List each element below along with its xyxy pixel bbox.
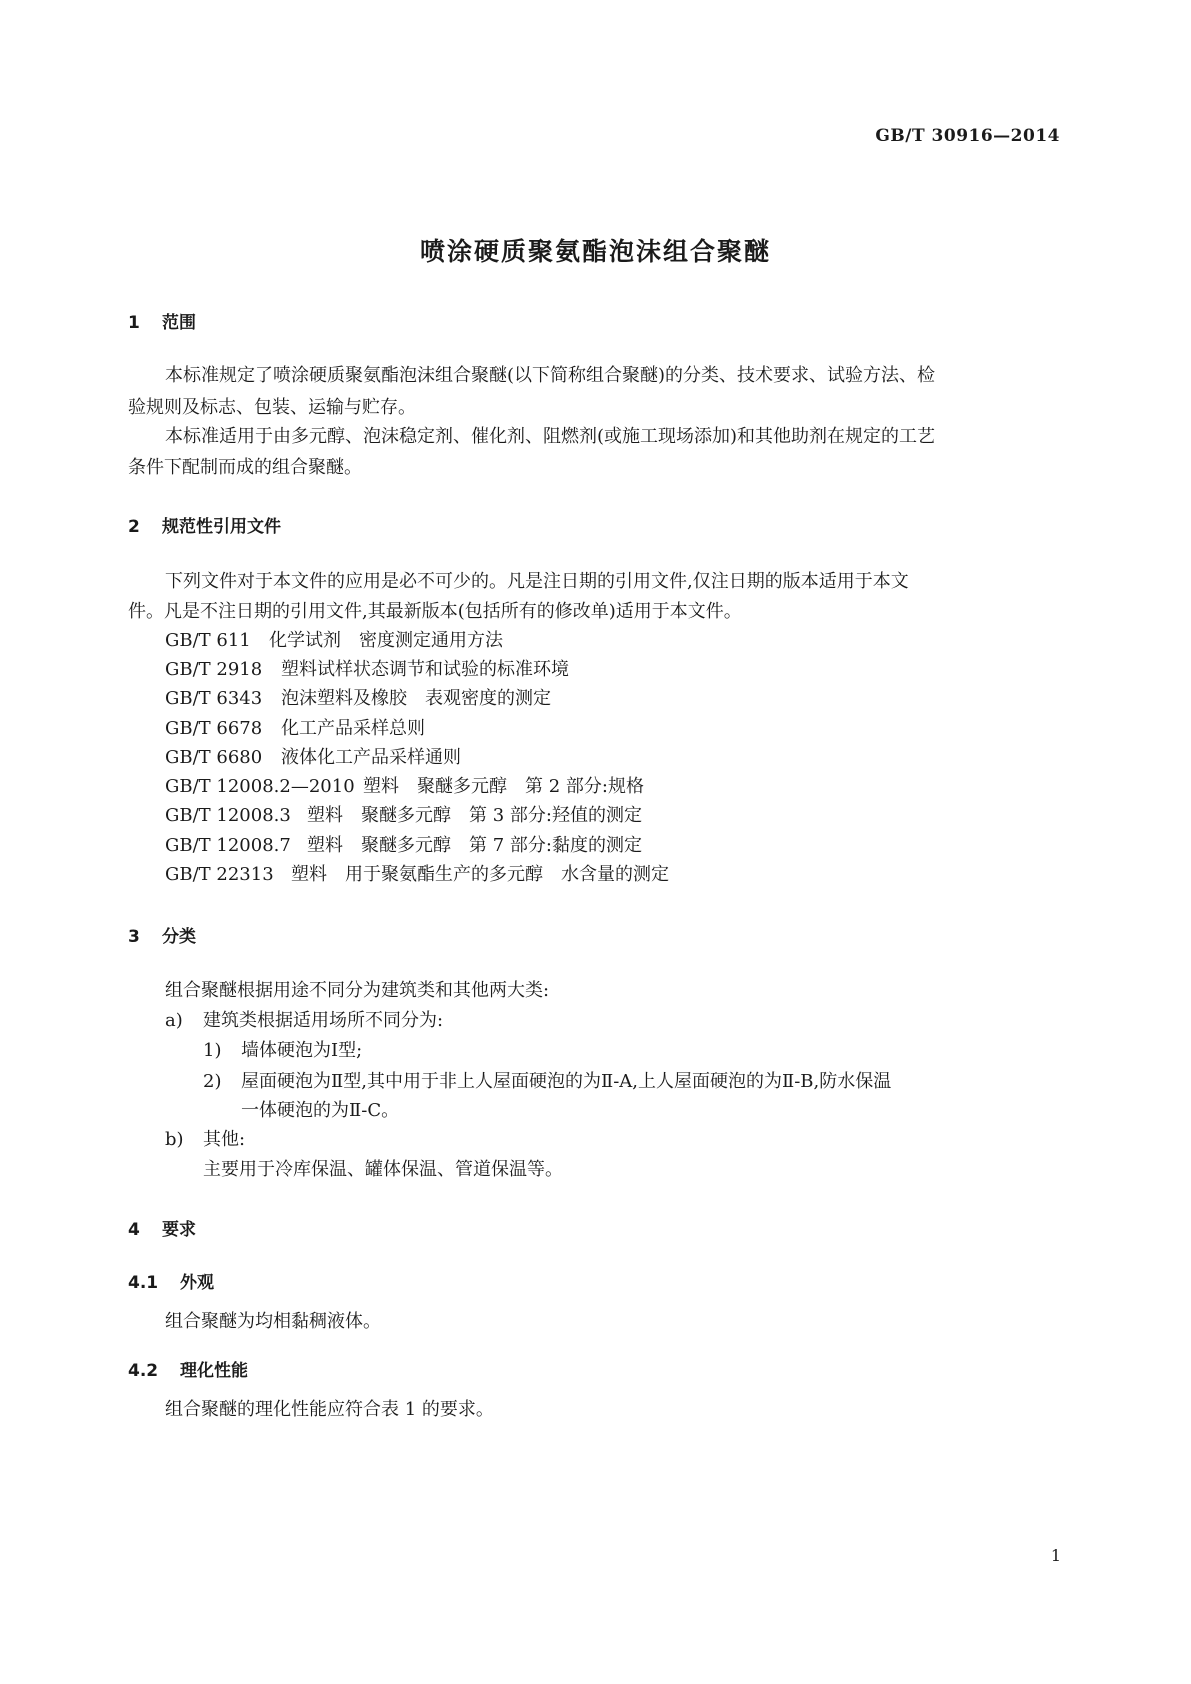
- reference-code: GB/T 12008.2—2010: [165, 776, 355, 797]
- section-2-heading: [128, 512, 281, 537]
- standard-code: GB/T 30916—2014: [875, 126, 1060, 146]
- section-1-heading: [128, 308, 196, 333]
- list-label: 1): [203, 1040, 222, 1061]
- reference-item: [165, 771, 644, 803]
- reference-title: 化学试剂 密度测定通用方法: [269, 630, 503, 651]
- section-title: 要求: [162, 1220, 196, 1240]
- list-item-b: [165, 1124, 245, 1156]
- section-number: 1: [128, 313, 140, 333]
- paragraph-line: 下列文件对于本文件的应用是必不可少的。凡是注日期的引用文件,仅注日期的版本适用于本文: [165, 571, 909, 592]
- reference-title: 塑料 聚醚多元醇 第 2 部分:规格: [363, 776, 644, 797]
- reference-code: GB/T 22313: [165, 864, 274, 885]
- reference-code: GB/T 2918: [165, 659, 263, 680]
- document-title: 喷涂硬质聚氨酯泡沫组合聚醚: [419, 237, 771, 266]
- reference-title: 化工产品采样总则: [281, 718, 425, 739]
- list-label: a): [165, 1010, 183, 1031]
- list-text: 墙体硬泡为Ⅰ型;: [241, 1040, 363, 1061]
- page-number: 1: [1050, 1546, 1061, 1565]
- reference-item: [165, 830, 642, 862]
- section-number: 2: [128, 517, 140, 537]
- subsection-4-1-heading: [128, 1268, 214, 1293]
- paragraph-line: 组合聚醚根据用途不同分为建筑类和其他两大类:: [165, 980, 550, 1001]
- section-title: 分类: [162, 927, 196, 947]
- reference-item: [165, 800, 642, 832]
- reference-title: 塑料 用于聚氨酯生产的多元醇 水含量的测定: [291, 864, 669, 885]
- paragraph-line: 条件下配制而成的组合聚醚。: [128, 457, 362, 478]
- section-number: 3: [128, 927, 140, 947]
- section-4-heading: [128, 1215, 196, 1240]
- paragraph-line: 验规则及标志、包装、运输与贮存。: [128, 397, 416, 418]
- section-title: 外观: [180, 1273, 214, 1293]
- subsection-4-2-heading: [128, 1356, 248, 1381]
- section-3-heading: [128, 922, 196, 947]
- paragraph-line: 组合聚醚为均相黏稠液体。: [165, 1311, 381, 1332]
- paragraph-line: 件。凡是不注日期的引用文件,其最新版本(包括所有的修改单)适用于本文件。: [128, 601, 742, 622]
- list-item-a: [165, 1005, 443, 1037]
- reference-item: [165, 742, 461, 774]
- reference-title: 塑料 聚醚多元醇 第 3 部分:羟值的测定: [307, 805, 642, 826]
- paragraph-line: 主要用于冷库保温、罐体保温、管道保温等。: [203, 1159, 563, 1180]
- section-number: 4.2: [128, 1361, 159, 1381]
- paragraph-line: 组合聚醚的理化性能应符合表 1 的要求。: [165, 1399, 494, 1420]
- section-number: 4.1: [128, 1273, 159, 1293]
- section-title: 规范性引用文件: [162, 517, 281, 537]
- reference-item: [165, 713, 425, 745]
- reference-code: GB/T 6678: [165, 718, 263, 739]
- section-title: 范围: [162, 313, 196, 333]
- reference-code: GB/T 12008.7: [165, 835, 291, 856]
- reference-code: GB/T 12008.3: [165, 805, 291, 826]
- list-text: 其他:: [203, 1129, 246, 1150]
- list-label: b): [165, 1129, 184, 1150]
- reference-code: GB/T 6680: [165, 747, 263, 768]
- reference-code: GB/T 611: [165, 630, 251, 651]
- reference-title: 泡沫塑料及橡胶 表观密度的测定: [281, 688, 551, 709]
- reference-title: 塑料 聚醚多元醇 第 7 部分:黏度的测定: [307, 835, 642, 856]
- reference-title: 塑料试样状态调节和试验的标准环境: [281, 659, 569, 680]
- list-item-a2: [203, 1066, 891, 1098]
- reference-code: GB/T 6343: [165, 688, 263, 709]
- list-text: 建筑类根据适用场所不同分为:: [203, 1010, 444, 1031]
- list-text-continuation: 一体硬泡的为Ⅱ-C。: [241, 1100, 400, 1121]
- reference-title: 液体化工产品采样通则: [281, 747, 461, 768]
- reference-item: [165, 654, 569, 686]
- section-title: 理化性能: [180, 1361, 248, 1381]
- reference-item: [165, 683, 551, 715]
- list-text: 屋面硬泡为Ⅱ型,其中用于非上人屋面硬泡的为Ⅱ-A,上人屋面硬泡的为Ⅱ-B,防水保温: [241, 1071, 892, 1092]
- list-item-a1: [203, 1035, 362, 1067]
- reference-item: [165, 625, 503, 657]
- paragraph-line: 本标准适用于由多元醇、泡沫稳定剂、催化剂、阻燃剂(或施工现场添加)和其他助剂在规定的工艺: [165, 426, 936, 447]
- section-number: 4: [128, 1220, 140, 1240]
- reference-item: [165, 859, 669, 891]
- paragraph-line: 本标准规定了喷涂硬质聚氨酯泡沫组合聚醚(以下简称组合聚醚)的分类、技术要求、试验方法、检: [165, 365, 936, 386]
- list-label: 2): [203, 1071, 222, 1092]
